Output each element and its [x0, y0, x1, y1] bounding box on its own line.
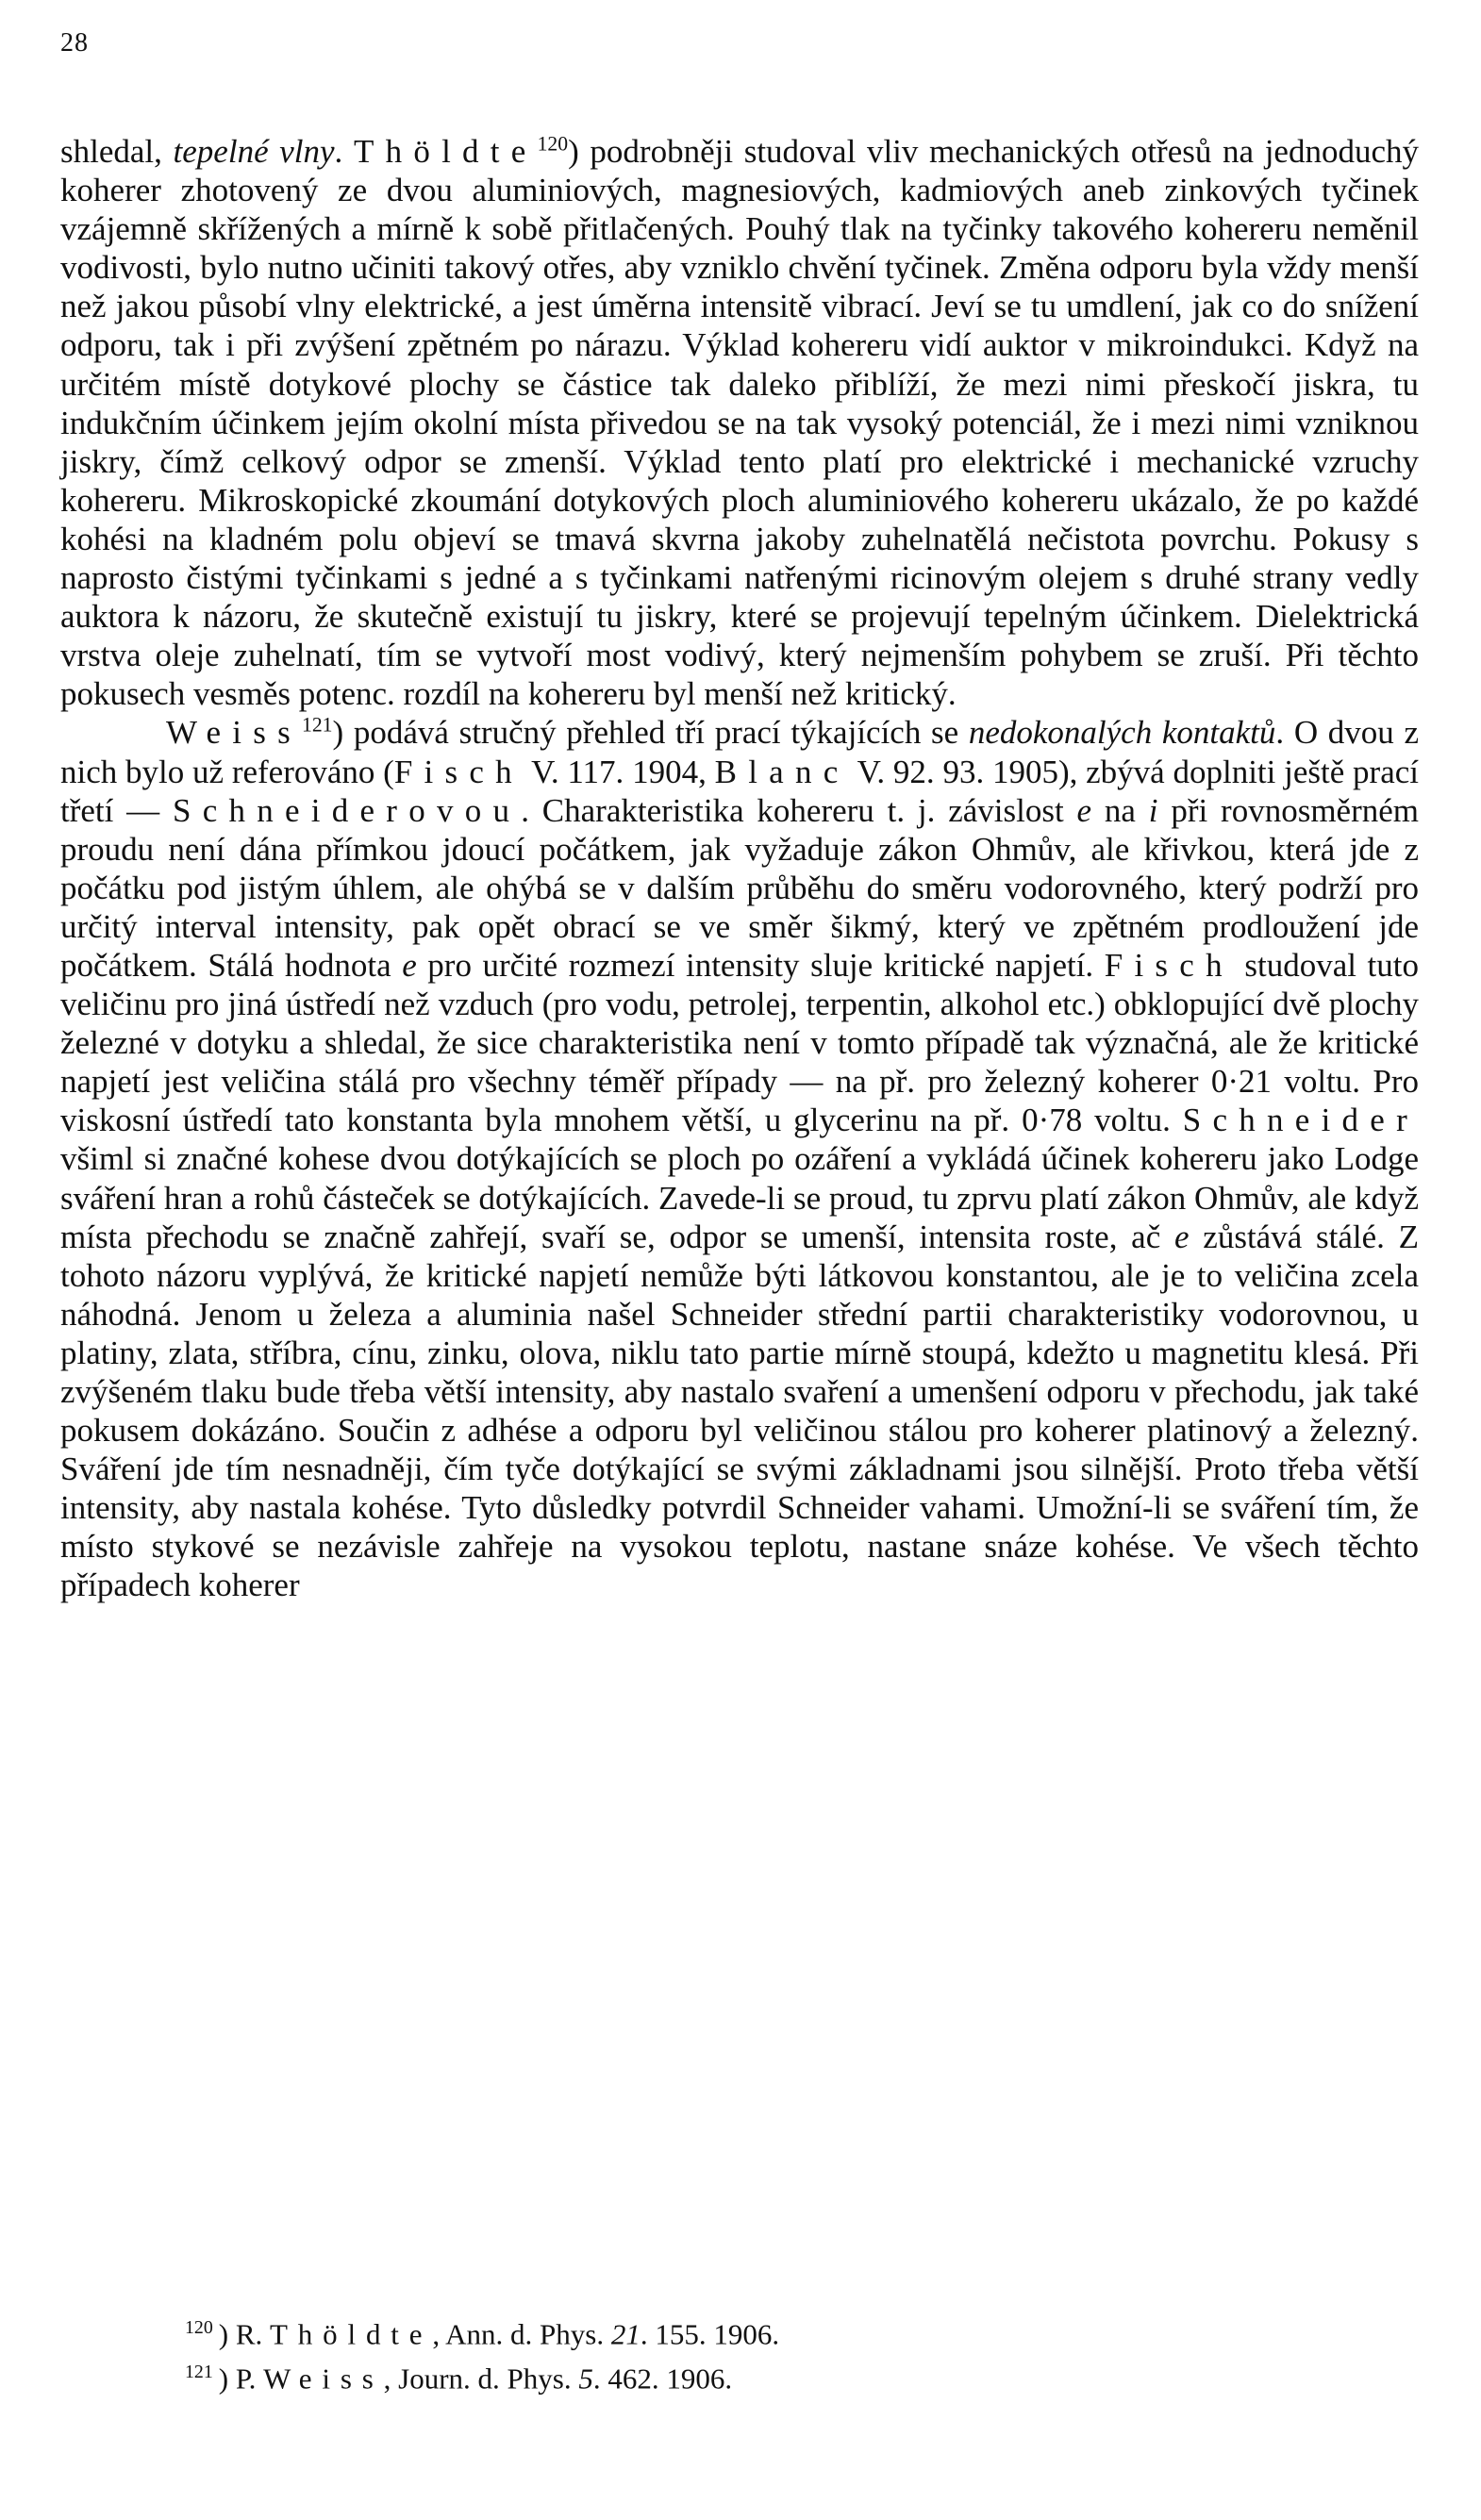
- author-name: Fisch: [393, 753, 524, 790]
- text-run: ) podává stručný přehled tří prací týkajících se: [332, 714, 969, 752]
- variable: e: [1076, 791, 1092, 829]
- author-name: Schneider: [1182, 1102, 1419, 1139]
- volume-number: 21: [610, 2317, 641, 2351]
- variable: e: [402, 946, 417, 984]
- text-run: V. 117. 1904,: [523, 753, 715, 790]
- footnote-121: [185, 2353, 1419, 2397]
- text-run: . 155. 1906.: [640, 2317, 780, 2351]
- footnotes: [60, 2309, 1419, 2398]
- text-run: . 462. 1906.: [592, 2362, 733, 2396]
- text-run: při rovnosměrném proudu není dána přímkou jdoucí počátkem, jak vyžaduje zákon Ohmův, ale křivkou, která jde z počátku pod jistým úhlem, ale ohýbá se v dalším průběhu do směru vodorovného, který podrží pro určitý interval intensity, pak opět obrací se ve směr šikmý, který ve zpětném prodloužení jde počátkem. Stálá hodnota: [60, 791, 1419, 984]
- author-name: Weiss: [166, 714, 302, 752]
- text-run: ) P.: [218, 2362, 264, 2396]
- footnote-ref-121: 121: [301, 713, 333, 737]
- text-run: zůstává stálé. Z tohoto názoru vyplývá, že kritické napjetí nemůže býti látkovou konstantou, ale je to veličina zcela náhodná. Jenom u železa a aluminia našel Schneider střední partii charakteristiky vodorovnou, u platiny, zlata, stříbra, cínu, zinku, olova, niklu tato partie mírně stoupá, kdežto u magnetitu klesá. Při zvýšeném tlaku bude třeba větší intensity, aby nastalo svaření a umenšení odporu v přechodu, jak také pokusem dokázáno. Součin z adhése a odporu byl veličinou stálou pro koherer platinový a železný. Sváření jde tím nesnadněji, čím tyče dotýkající se svými základnami jsou silnější. Proto třeba větší intensity, aby nastala kohése. Tyto důsledky potvrdil Schneider vahami. Umožní-li se sváření tím, že místo stykové se nezávisle zahřeje na vysokou teplotu, nastane snáze kohése. Ve všech těchto případech koherer: [60, 1218, 1419, 1604]
- author-name: Thöldte: [270, 2317, 433, 2351]
- text-run: studoval tuto veličinu pro jiná ústředí než vzduch (pro vodu, petrolej, terpentin, alkohol etc.) obklopující dvě plochy železné v dotyku a shledal, že sice charakteristika není v tomto případě tak význačná, ale že kritické napjetí jest veličina stálá pro všechny téměř případy — na př. pro železný koherer 0·21 voltu. Pro viskosní ústředí tato konstanta byla mnohem větší, u glycerinu na př. 0·78 voltu.: [60, 946, 1419, 1139]
- text-run: ) podrobněji studoval vliv mechanických otřesů na jednoduchý koherer zhotovený ze dvou aluminiových, magnesiových, kadmiových aneb zinkových tyčinek vzájemně skřížených a mírně k sobě přitlačených. Pouhý tlak na tyčinky takového kohereru neměnil vodivosti, bylo nutno učiniti takový otřes, aby vzniklo chvění tyčinek. Změna odporu byla vždy menší než jakou působí vlny elektrické, a jest úměrna intensitě vibrací. Jeví se tu umdlení, jak co do snížení odporu, tak i při zvýšení zpětném po nárazu. Výklad kohereru vidí auktor v mikroindukci. Když na určitém místě dotykové plochy se částice tak daleko přiblíží, že mezi nimi přeskočí jiskra, tu indukčním účinkem jejím okolní místa přivedou se na tak vysoký potenciál, že i mezi nimi vzniknou jiskry, čímž celkový odpor se zmenší. Výklad tento platí pro elektrické i mechanické vzruchy kohereru. Mikroskopické zkoumání dotykových ploch aluminiového kohereru ukázalo, že po každé kohési na kladném polu objeví se tmavá skvrna jakoby zuhelnatělá nečistota povrchu. Pokusy s naprosto čistými tyčinkami s jedné a s tyčinkami natřenými ricinovým olejem s druhé strany vedly auktora k názoru, že skutečně existují tu jiskry, které se projevují tepelným účinkem. Dielektrická vrstva oleje zuhelnatí, tím se vytvoří most vodivý, který nejmenším pohybem se zruší. Při těchto pokusech vesměs potenc. rozdíl na kohereru byl menší než kritický.: [60, 133, 1419, 713]
- text-run: , Journ. d. Phys.: [383, 2362, 579, 2396]
- author-name: Weiss: [263, 2362, 384, 2396]
- footnote-120: [185, 2309, 1419, 2353]
- text-run: všiml si značné kohese dvou dotýkajících se ploch po ozáření a vykládá účinek kohereru jako Lodge sváření hran a rohů částeček se dotýkajících. Zavede-li se proud, tu zprvu platí zákon Ohmův, ale když místa přechodu se značně zahřejí, svaří se, odpor se umenší, intensita roste, ač: [60, 1140, 1419, 1255]
- author-name: Schneiderovou: [173, 791, 522, 829]
- emphasis-text: tepelné vlny: [173, 133, 335, 170]
- body-text: [60, 132, 1419, 1605]
- text-run: . O dvou z nich bylo už referováno (: [60, 714, 1419, 790]
- variable: i: [1148, 791, 1158, 829]
- variable: e: [1174, 1218, 1190, 1255]
- text-run: . Charakteristika kohereru t. j. závislost: [521, 791, 1077, 829]
- text-run: ) R.: [218, 2317, 270, 2351]
- page-number: 28: [60, 28, 89, 58]
- text-run: shledal,: [60, 133, 174, 170]
- footnote-number: 121: [185, 2362, 213, 2383]
- volume-number: 5: [578, 2362, 593, 2396]
- text-run: V. 92. 93. 1905), zbývá doplniti ještě prací třetí —: [60, 753, 1419, 829]
- emphasis-text: nedokonalých kontaktů: [968, 714, 1276, 752]
- footnote-ref-120: 120: [537, 132, 569, 156]
- text-run: , Ann. d. Phys.: [432, 2317, 611, 2351]
- footnote-number: 120: [185, 2317, 213, 2338]
- text-run: na: [1091, 791, 1149, 829]
- text-run: .: [334, 133, 354, 170]
- author-name: Fisch: [1104, 946, 1234, 984]
- paragraph-1: [60, 132, 1419, 713]
- paragraph-2: [60, 713, 1419, 1604]
- author-name: Blanc: [714, 753, 850, 790]
- author-name: Thöldte: [353, 133, 538, 170]
- text-run: pro určité rozmezí intensity sluje kritické napjetí.: [416, 946, 1105, 984]
